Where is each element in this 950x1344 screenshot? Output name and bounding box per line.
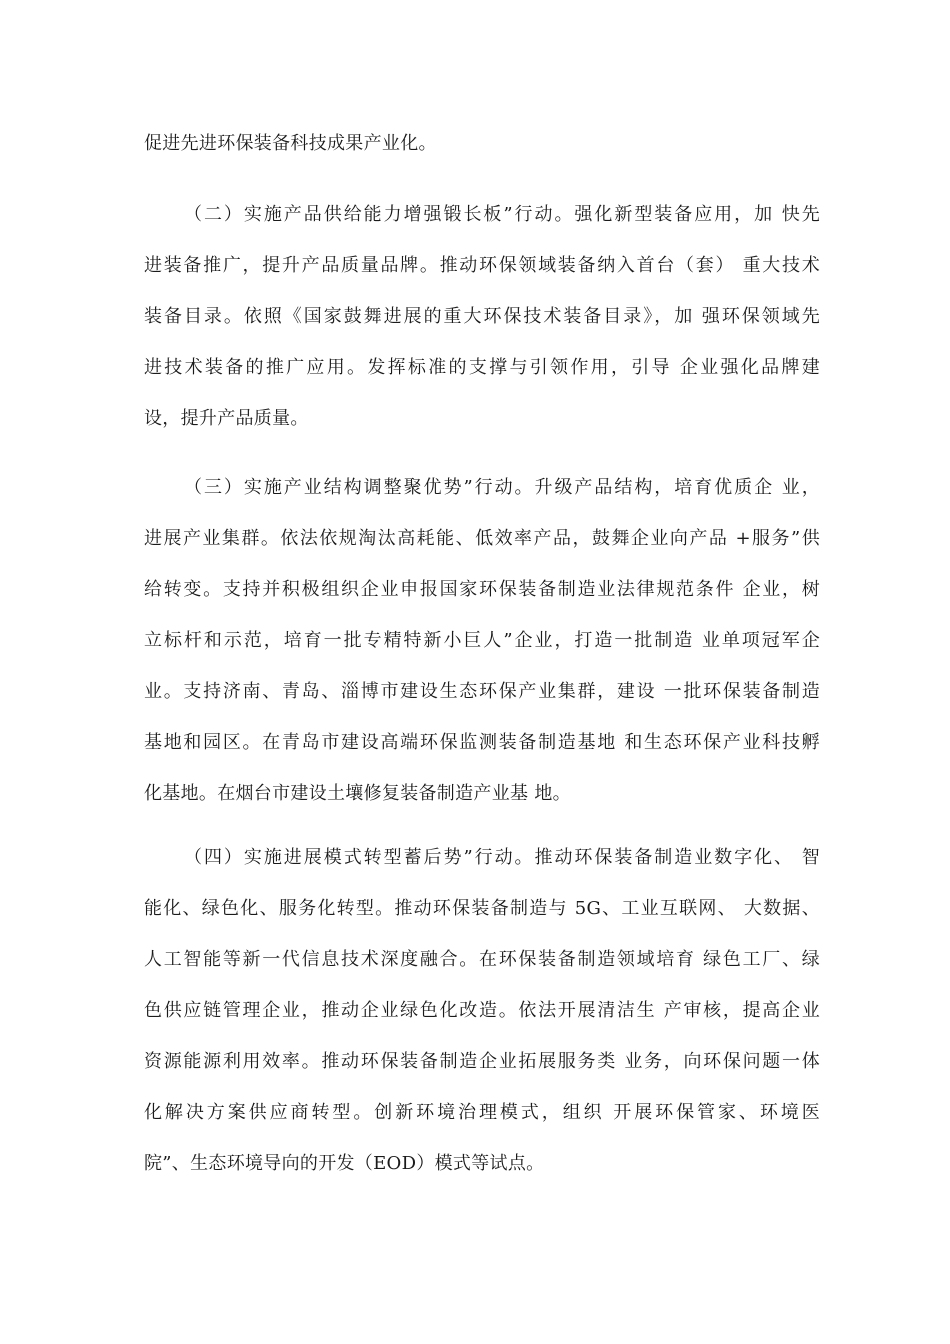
text-line: 色供应链管理企业，推动企业绿色化改造。依法开展清洁生 产审核，提高企业: [144, 1000, 820, 1021]
text-line: 化解决方案供应商转型。创新环境治理模式，组织 开展环保管家、环境医: [144, 1102, 820, 1123]
text-line: （二）实施产品供给能力增强锻长板”行动。强化新型装备应用，加 快先: [184, 204, 820, 225]
text-line: 装备目录。依照《国家鼓舞进展的重大环保技术装备目录》，加 强环保领域先: [144, 306, 820, 327]
text-line: 化基地。在烟台市建设土壤修复装备制造产业基 地。: [144, 783, 571, 804]
text-line: 基地和园区。在青岛市建设高端环保监测装备制造基地 和生态环保产业科技孵: [144, 732, 820, 753]
text-line: 资源能源利用效率。推动环保装备制造企业拓展服务类 业务，向环保问题一体: [144, 1051, 820, 1072]
text-line: 院”、生态环境导向的开发（EOD）模式等试点。: [144, 1153, 545, 1174]
text-line: 进技术装备的推广应用。发挥标准的支撑与引领作用，引导 企业强化品牌建: [144, 357, 820, 378]
paragraph-intro-tail: [144, 127, 820, 161]
text-line: 促进先进环保装备科技成果产业化。: [144, 133, 437, 154]
text-line: （三）实施产业结构调整聚优势”行动。升级产品结构，培育优质企 业，: [184, 477, 820, 498]
text-line: 给转变。支持并积极组织企业申报国家环保装备制造业法律规范条件 企业，树: [144, 579, 820, 600]
paragraph-section-3: [144, 471, 820, 811]
text-line: 能化、绿色化、服务化转型。推动环保装备制造与 5G、工业互联网、 大数据、: [144, 898, 820, 919]
text-line: 进展产业集群。依法依规淘汰高耗能、低效率产品，鼓舞企业向产品 +服务”供: [144, 528, 820, 549]
text-line: 人工智能等新一代信息技术深度融合。在环保装备制造领域培育 绿色工厂、绿: [144, 949, 820, 970]
text-line: 立标杆和示范，培育一批专精特新小巨人”企业，打造一批制造 业单项冠军企: [144, 630, 820, 651]
paragraph-section-2: [144, 198, 820, 436]
text-line: 设，提升产品质量。: [144, 408, 309, 429]
paragraph-section-4: [144, 841, 820, 1181]
text-line: （四）实施进展模式转型蓄后势”行动。推动环保装备制造业数字化、 智: [184, 847, 820, 868]
text-line: 进装备推广，提升产品质量品牌。推动环保领域装备纳入首台（套） 重大技术: [144, 255, 820, 276]
text-line: 业。支持济南、青岛、淄博市建设生态环保产业集群，建设 一批环保装备制造: [144, 681, 820, 702]
